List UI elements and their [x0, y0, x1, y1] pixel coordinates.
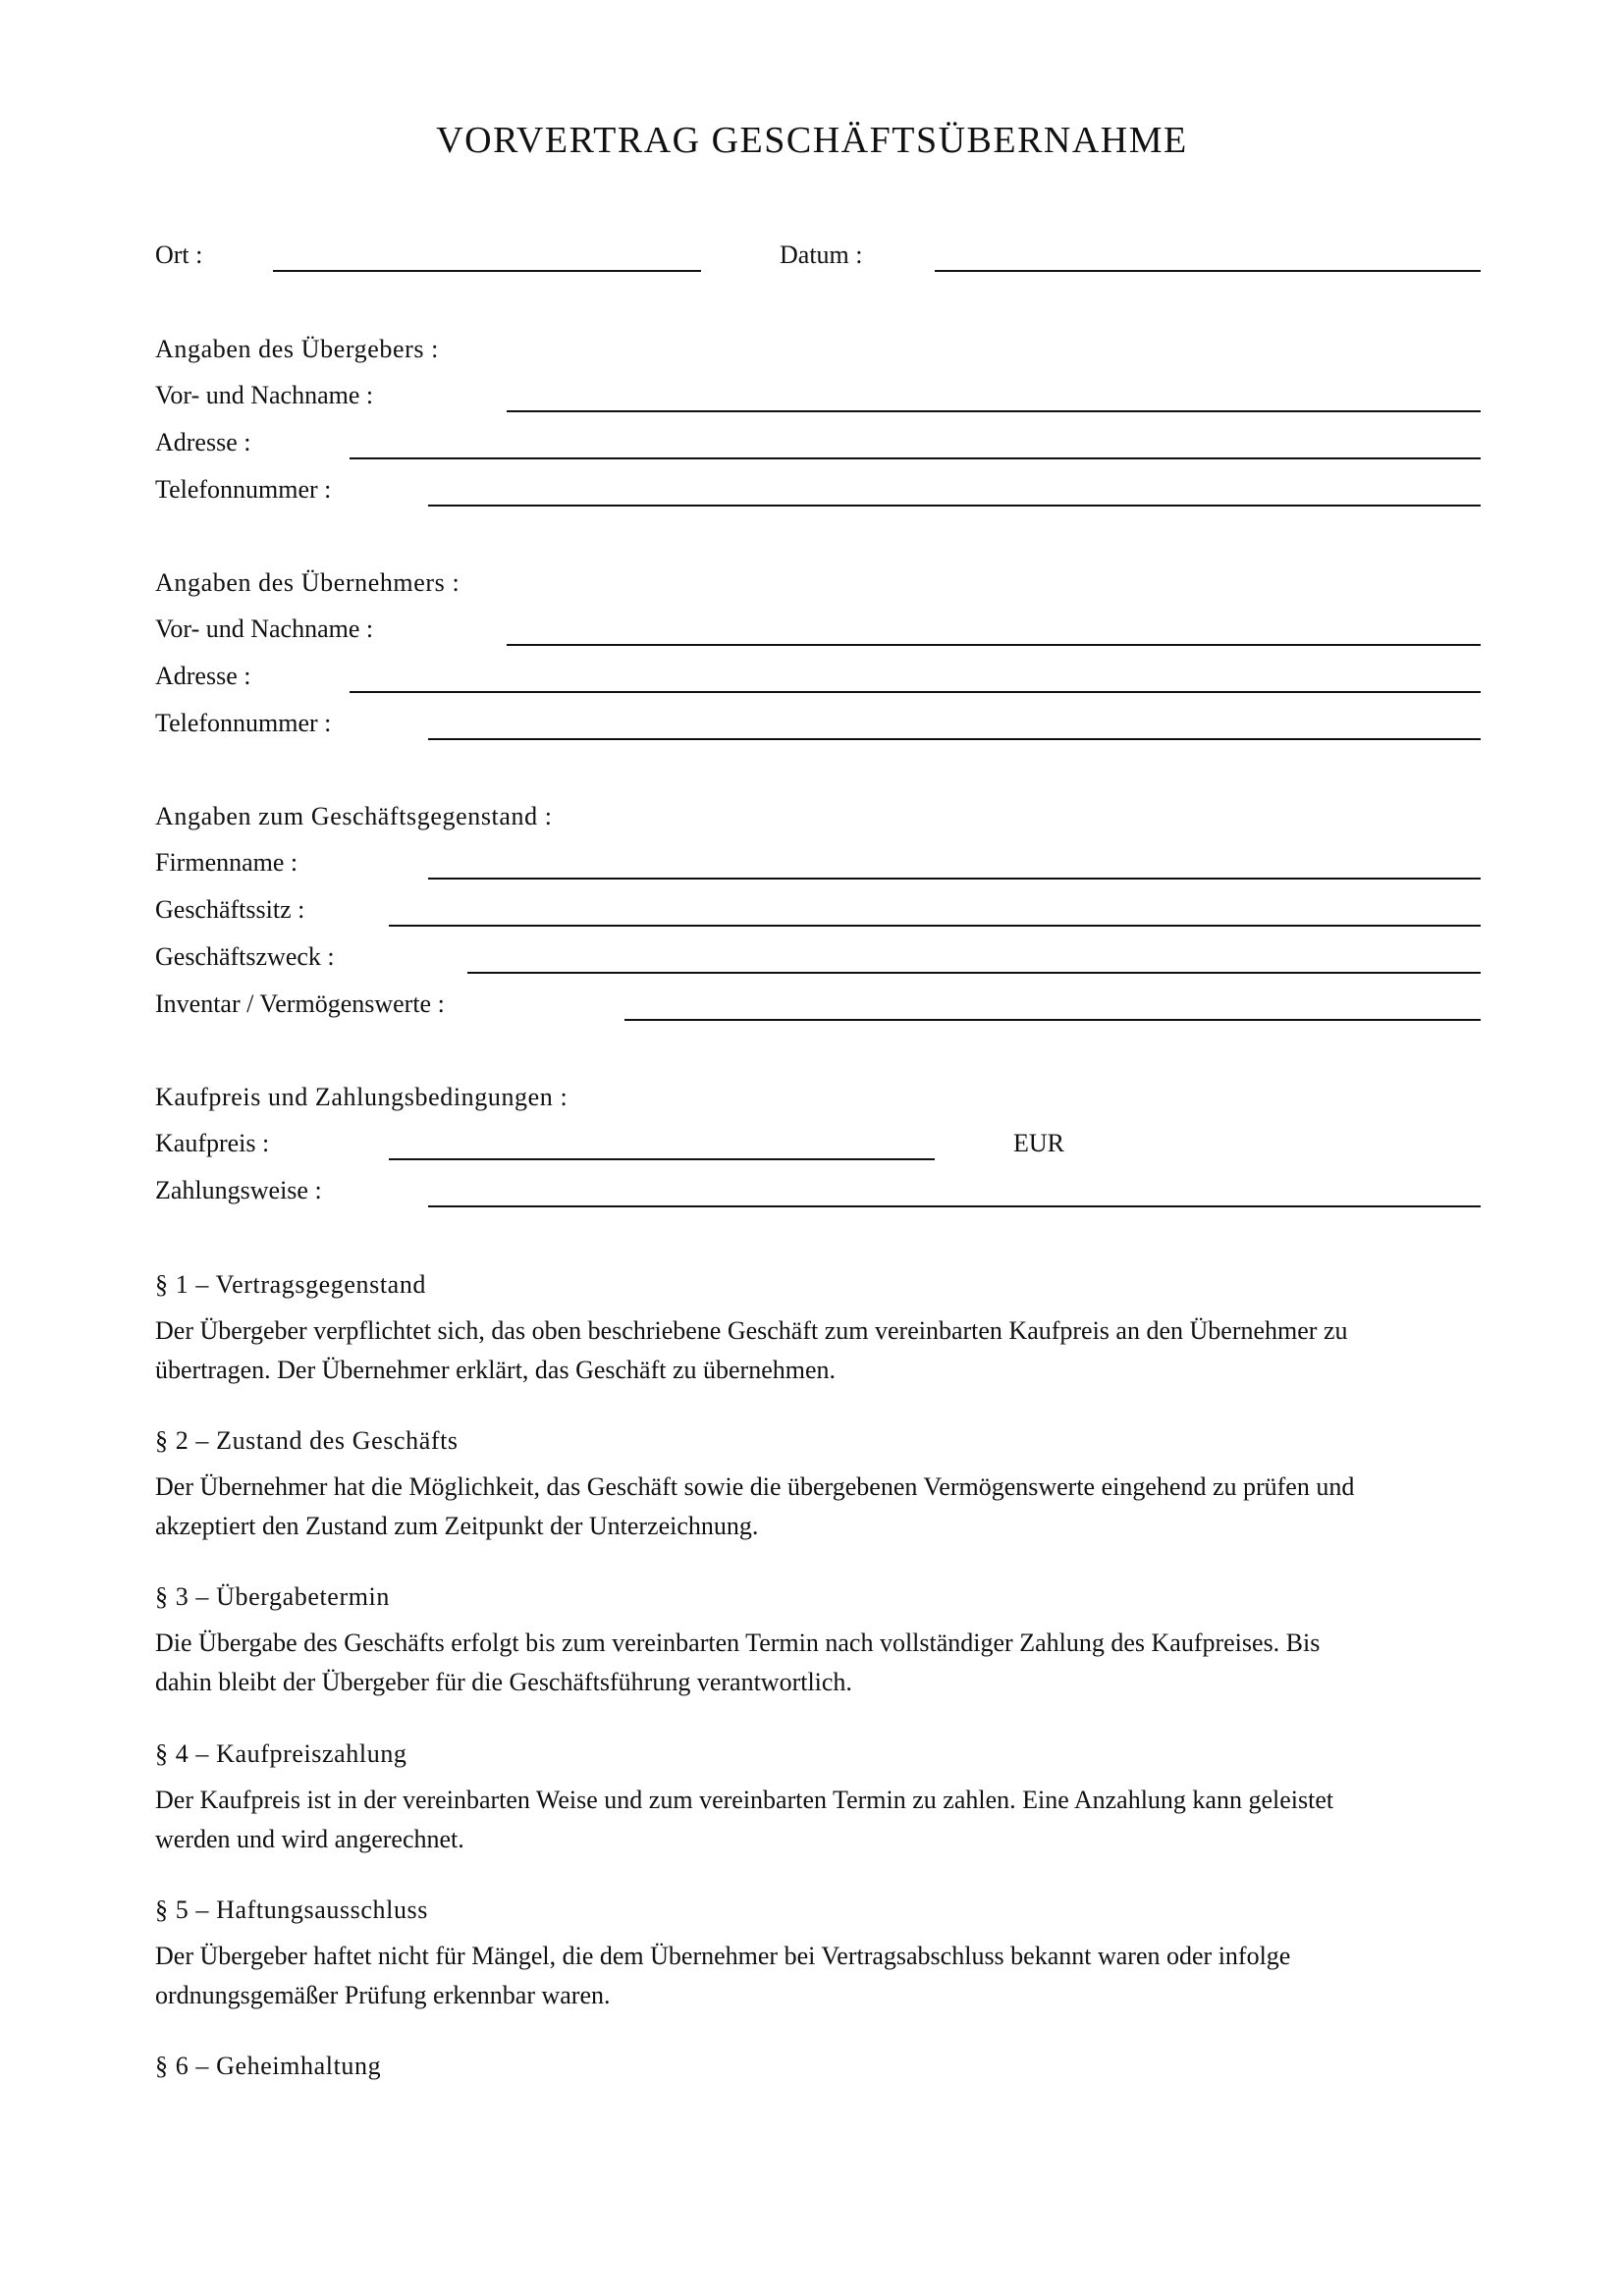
firmenname-line[interactable]	[428, 878, 1481, 880]
paragraph-4-heading: § 4 – Kaufpreiszahlung	[155, 1739, 407, 1768]
uebergeber-name-line[interactable]	[507, 410, 1481, 412]
uebergeber-telefon-line[interactable]	[428, 505, 1481, 507]
document-title: VORVERTRAG GESCHÄFTSÜBERNAHME	[436, 120, 1188, 161]
paragraph-1-text	[155, 1311, 1471, 1390]
inventar-line[interactable]	[624, 1019, 1481, 1021]
paragraph-line: dahin bleibt der Übergeber für die Geschäftsführung verantwortlich.	[155, 1668, 852, 1696]
zahlungsweise-label: Zahlungsweise :	[155, 1176, 322, 1204]
uebergeber-heading: Angaben des Übergebers :	[155, 335, 439, 363]
paragraph-4-text	[155, 1781, 1471, 1859]
uebernehmer-name-line[interactable]	[507, 644, 1481, 646]
inventar-label: Inventar / Vermögenswerte :	[155, 989, 445, 1018]
kaufpreis-heading: Kaufpreis und Zahlungsbedingungen :	[155, 1083, 568, 1111]
ort-label: Ort :	[155, 240, 203, 269]
geschaeftszweck-line[interactable]	[467, 972, 1481, 974]
currency-label: EUR	[1013, 1129, 1064, 1157]
paragraph-line: werden und wird angerechnet.	[155, 1825, 464, 1853]
uebernehmer-adresse-line[interactable]	[350, 691, 1481, 693]
paragraph-line: akzeptiert den Zustand zum Zeitpunkt der Unterzeichnung.	[155, 1512, 759, 1540]
paragraph-3-heading: § 3 – Übergabetermin	[155, 1582, 390, 1611]
uebernehmer-name-label: Vor- und Nachname :	[155, 614, 374, 643]
kaufpreis-label: Kaufpreis :	[155, 1129, 270, 1157]
uebernehmer-telefon-line[interactable]	[428, 738, 1481, 740]
uebernehmer-telefon-label: Telefonnummer :	[155, 709, 332, 737]
geschaeftssitz-line[interactable]	[389, 925, 1481, 927]
geschaeftszweck-label: Geschäftszweck :	[155, 942, 335, 971]
paragraph-2-heading: § 2 – Zustand des Geschäfts	[155, 1426, 459, 1455]
paragraph-line: Der Übergeber verpflichtet sich, das oben beschriebene Geschäft zum vereinbarten Kaufpreis an den Übernehmer zu	[155, 1316, 1348, 1345]
uebergeber-adresse-label: Adresse :	[155, 428, 251, 456]
uebergeber-adresse-line[interactable]	[350, 457, 1481, 459]
paragraph-3-text	[155, 1624, 1471, 1702]
uebergeber-name-label: Vor- und Nachname :	[155, 381, 374, 409]
paragraph-6-heading: § 6 – Geheimhaltung	[155, 2052, 382, 2080]
ort-field-line[interactable]	[273, 270, 701, 272]
paragraph-line: ordnungsgemäßer Prüfung erkennbar waren.	[155, 1981, 611, 2009]
zahlungsweise-line[interactable]	[428, 1205, 1481, 1207]
uebernehmer-adresse-label: Adresse :	[155, 662, 251, 690]
paragraph-line: Der Kaufpreis ist in der vereinbarten Weise und zum vereinbarten Termin zu zahlen. Eine Anzahlung kann geleistet	[155, 1786, 1334, 1814]
geschaeft-heading: Angaben zum Geschäftsgegenstand :	[155, 802, 553, 830]
paragraph-1-heading: § 1 – Vertragsgegenstand	[155, 1270, 427, 1299]
paragraph-line: Der Übernehmer hat die Möglichkeit, das Geschäft sowie die übergebenen Vermögenswerte eingehend zu prüfen und	[155, 1472, 1355, 1501]
kaufpreis-line[interactable]	[389, 1158, 935, 1160]
geschaeftssitz-label: Geschäftssitz :	[155, 895, 305, 924]
paragraph-2-text	[155, 1468, 1471, 1546]
datum-label: Datum :	[780, 240, 863, 269]
uebernehmer-heading: Angaben des Übernehmers :	[155, 568, 460, 597]
uebergeber-telefon-label: Telefonnummer :	[155, 475, 332, 504]
datum-field-line[interactable]	[935, 270, 1481, 272]
paragraph-5-heading: § 5 – Haftungsausschluss	[155, 1896, 428, 1924]
paragraph-5-text	[155, 1937, 1471, 2015]
paragraph-line: Die Übergabe des Geschäfts erfolgt bis zum vereinbarten Termin nach vollständiger Zahlung des Kaufpreises. Bis	[155, 1629, 1321, 1657]
paragraph-line: übertragen. Der Übernehmer erklärt, das Geschäft zu übernehmen.	[155, 1356, 837, 1384]
paragraph-line: Der Übergeber haftet nicht für Mängel, die dem Übernehmer bei Vertragsabschluss bekannt waren oder infolge	[155, 1942, 1291, 1970]
firmenname-label: Firmenname :	[155, 848, 298, 877]
